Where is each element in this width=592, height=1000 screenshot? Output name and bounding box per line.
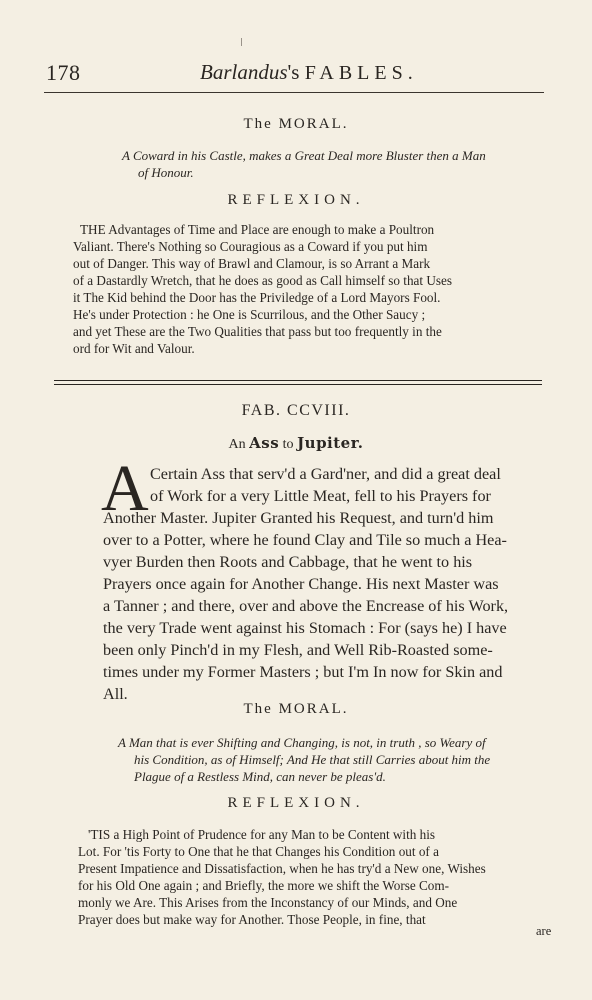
running-title bbox=[200, 60, 418, 85]
fable-subtitle-to: to bbox=[282, 437, 294, 452]
reflexion-heading-2: REFLEXION. bbox=[227, 795, 365, 811]
moral-2-line-2: his Condition, as of Himself; And He that still Carries about him the bbox=[134, 752, 491, 767]
running-title-suffix: 's bbox=[287, 60, 300, 84]
running-title-author: Barlandus bbox=[200, 60, 288, 84]
reflexion-1-line-4: of a Dastardly Wretch, that he does as good as Call himself so that Uses bbox=[73, 273, 453, 288]
reflexion-1-line-8: ord for Wit and Valour. bbox=[73, 341, 195, 356]
drop-cap: A bbox=[101, 452, 149, 525]
reflexion-1-line-5: it The Kid behind the Door has the Priviledge of a Lord Mayors Fool. bbox=[73, 290, 441, 305]
moral-1-line-2: of Honour. bbox=[138, 165, 194, 180]
moral-2-line-1: A Man that is ever Shifting and Changing, is not, in truth , so Weary of bbox=[118, 735, 486, 750]
fable-title: FAB. CCVIII. bbox=[241, 402, 351, 419]
fable-line-1: Certain Ass that serv'd a Gard'ner, and did a great deal bbox=[150, 465, 501, 483]
fable-subtitle-ass: Ass bbox=[249, 434, 280, 452]
fable-subtitle-an: An bbox=[228, 437, 246, 452]
fable-line-10: times under my Former Masters ; but I'm In now for Skin and bbox=[103, 663, 503, 681]
reflexion-1-line-3: out of Danger. This way of Brawl and Clamour, is so Arrant a Mark bbox=[73, 256, 431, 271]
reflexion-1-line-1: THE Advantages of Time and Place are enough to make a Poultron bbox=[80, 222, 435, 237]
fable-line-2: of Work for a very Little Meat, fell to his Prayers for bbox=[150, 487, 491, 505]
reflexion-2-line-5: monly we Are. This Arises from the Inconstancy of our Minds, and One bbox=[78, 895, 458, 910]
moral-1-line-1: A Coward in his Castle, makes a Great Deal more Bluster then a Man bbox=[122, 148, 486, 163]
reflexion-1-line-6: He's under Protection : he One is Scurrilous, and the Other Saucy ; bbox=[73, 307, 426, 322]
moral-2-line-3: Plague of a Restless Mind, can never be pleas'd. bbox=[134, 769, 386, 784]
moral-heading-1: The MORAL. bbox=[243, 116, 349, 132]
reflexion-heading-1: REFLEXION. bbox=[227, 192, 365, 208]
fable-line-11: All. bbox=[103, 685, 128, 703]
running-title-fables: FABLES. bbox=[304, 62, 418, 84]
fable-line-3: Another Master. Jupiter Granted his Request, and turn'd him bbox=[103, 509, 494, 527]
page-mark bbox=[241, 38, 242, 46]
reflexion-1-line-2: Valiant. There's Nothing so Couragious as a Coward if you put him bbox=[73, 239, 428, 254]
reflexion-2-line-1: 'TIS a High Point of Prudence for any Man to be Content with his bbox=[88, 827, 436, 842]
fable-line-8: the very Trade went against his Stomach : For (says he) I have bbox=[103, 619, 507, 637]
fable-line-7: a Tanner ; and there, over and above the Encrease of his Work, bbox=[103, 597, 509, 615]
fable-line-4: over to a Potter, where he found Clay and Tile so much a Hea- bbox=[103, 531, 507, 549]
section-divider bbox=[54, 380, 542, 385]
reflexion-2-line-6: Prayer does but make way for Another. Those People, in fine, that bbox=[78, 912, 426, 927]
fable-line-5: vyer Burden then Roots and Cabbage, that he went to his bbox=[103, 553, 473, 571]
fable-line-9: been only Pinch'd in my Flesh, and Well Rib-Roasted some- bbox=[103, 641, 493, 659]
header-rule bbox=[44, 92, 544, 93]
moral-heading-2: The MORAL. bbox=[243, 701, 349, 717]
catchword: are bbox=[536, 924, 552, 938]
fable-line-6: Prayers once again for Another Change. His next Master was bbox=[103, 575, 499, 593]
fable-subtitle bbox=[0, 434, 592, 453]
reflexion-2-line-2: Lot. For 'tis Forty to One that he that Changes his Condition out of a bbox=[78, 844, 439, 859]
page-number: 178 bbox=[46, 60, 81, 85]
reflexion-1-line-7: and yet These are the Two Qualities that pass but too frequently in the bbox=[73, 324, 442, 339]
reflexion-2-line-3: Present Impatience and Dissatisfaction, when he has try'd a New one, Wishes bbox=[78, 861, 486, 876]
reflexion-2-line-4: for his Old One again ; and Briefly, the more we shift the Worse Com- bbox=[78, 878, 450, 893]
fable-subtitle-jupiter: Jupiter. bbox=[297, 434, 364, 452]
